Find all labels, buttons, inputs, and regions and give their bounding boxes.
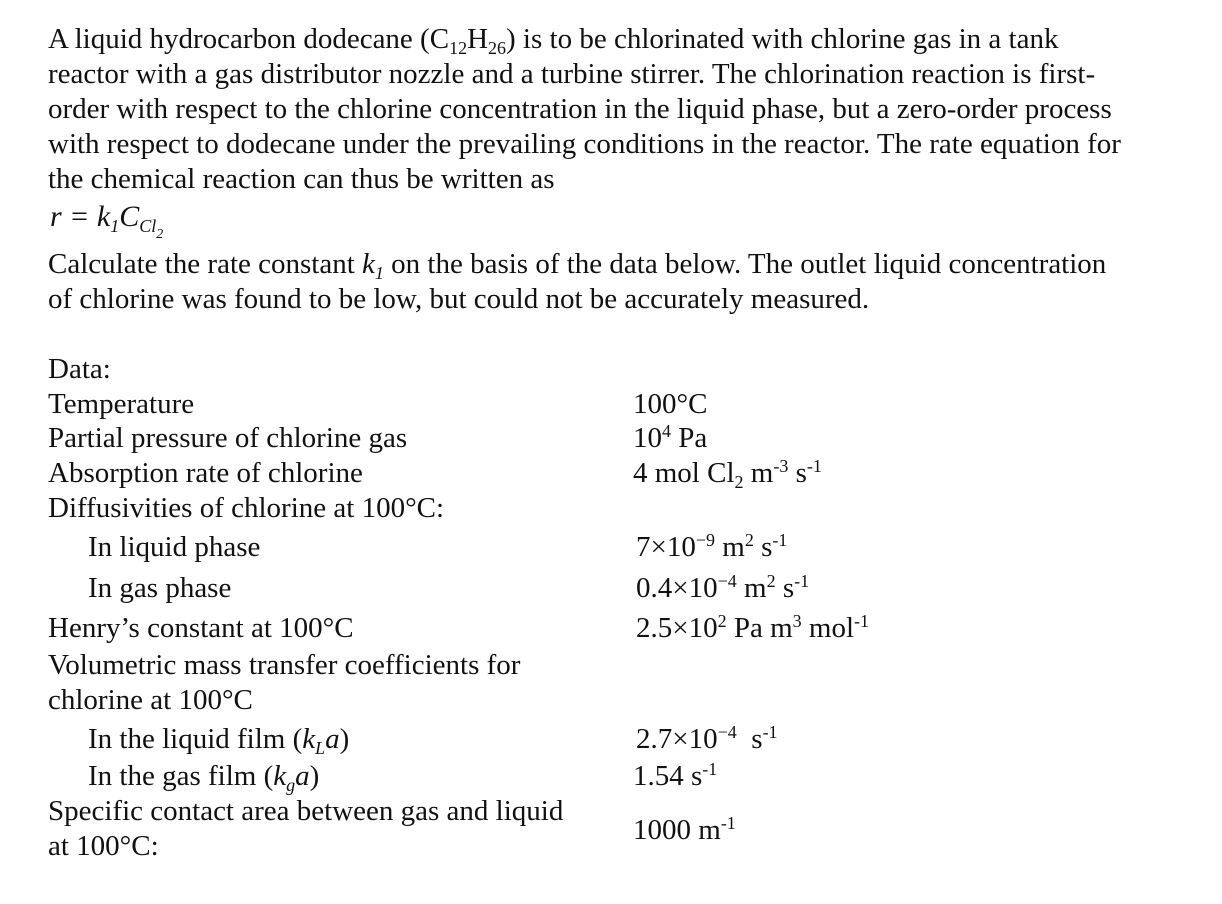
contact-area-label-2: at 100°C:: [48, 830, 159, 862]
task-line-1: Calculate the rate constant $k_1$ on the basis of the data below. The outlet liquid concentration: [48, 248, 1107, 283]
intro-line-4: with respect to dodecane under the prevailing conditions in the reactor. The rate equation for: [48, 128, 1121, 160]
temperature-value: 100°C: [633, 388, 708, 420]
task-line-2: of chlorine was found to be low, but could not be accurately measured.: [48, 283, 870, 315]
intro-line-2: reactor with a gas distributor nozzle and a turbine stirrer. The chlorination reaction is first-: [48, 58, 1096, 90]
gas-film-value: 1.54 $s^{-1}$: [633, 759, 718, 792]
contact-area-value: 1000 $m^{-1}$: [633, 813, 736, 846]
intro-line-3: order with respect to the chlorine concentration in the liquid phase, but a zero-order process: [48, 93, 1112, 125]
diffusivity-liquid-value: $7\times 10^{-9}$ $m^2$ $s^{-1}$: [636, 530, 788, 563]
liquid-film-value: $2.7\times 10^{-4}$ $s^{-1}$: [636, 722, 778, 755]
partial-pressure-label: Partial pressure of chlorine gas: [48, 422, 408, 454]
rate-equation: $r = k_1C_{Cl_2}$: [50, 200, 164, 242]
henry-value: $2.5\times 10^2$ Pa $m^3$ mol$^{-1}$: [636, 611, 870, 644]
diffusivity-gas-label: In gas phase: [88, 572, 232, 604]
mass-transfer-label-1: Volumetric mass transfer coefficients for: [48, 649, 521, 681]
absorption-rate-value: 4 mol $Cl_2$ $m^{-3}$ $s^{-1}$: [633, 456, 822, 492]
diffusivities-label: Diffusivities of chlorine at 100°C:: [48, 492, 445, 524]
problem-intro: [48, 22, 1121, 197]
gas-film-label: In the gas film $(k_ga)$: [88, 760, 320, 795]
intro-line-5: the chemical reaction can thus be written as: [48, 163, 555, 195]
henry-label: Henry’s constant at 100°C: [48, 612, 354, 644]
diffusivity-liquid-label: In liquid phase: [88, 531, 261, 563]
diffusivity-gas-value: $0.4\times 10^{-4}$ $m^2$ $s^{-1}$: [636, 571, 810, 604]
intro-line-1: A liquid hydrocarbon dodecane $(C_{12}H_{26})$ is to be chlorinated with chlorine gas in a tank: [48, 23, 1059, 58]
partial-pressure-value: $10^4$ Pa: [633, 421, 708, 454]
mass-transfer-label-2: chlorine at 100°C: [48, 684, 253, 716]
absorption-rate-label: Absorption rate of chlorine: [48, 457, 363, 489]
temperature-label: Temperature: [48, 388, 195, 420]
data-heading: Data:: [48, 353, 111, 385]
liquid-film-label: In the liquid film $(k_La)$: [88, 723, 350, 758]
contact-area-label-1: Specific contact area between gas and liquid: [48, 795, 564, 827]
problem-task: [48, 247, 1106, 317]
